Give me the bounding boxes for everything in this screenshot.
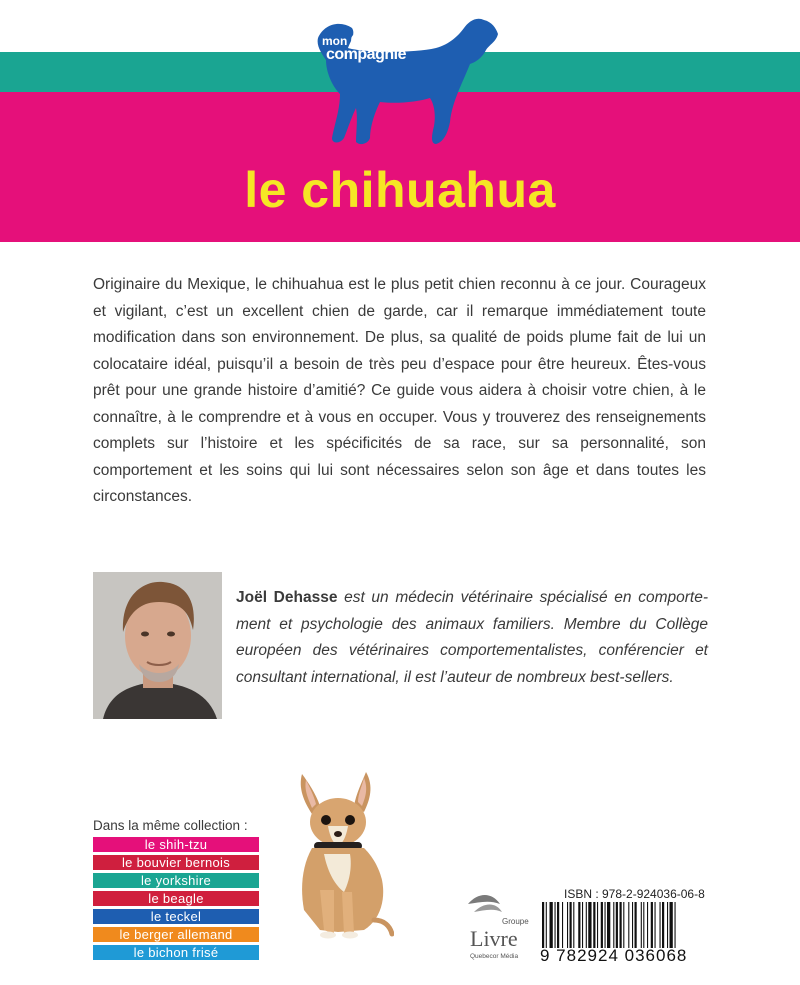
logo-word-compagnie: compagnie [326,46,406,63]
logo-word-de: de [400,34,415,48]
collection-item: le yorkshire [93,873,259,888]
publisher-logo-line2: Livre [470,926,518,951]
collection-logo [322,30,472,63]
publisher-logo [462,890,530,968]
collection-item: le beagle [93,891,259,906]
logo-word-mon: mon [322,34,348,48]
author-name: Joël Dehasse [236,589,338,606]
collection-item: le bouvier bernois [93,855,259,870]
collection-item: le shih-tzu [93,837,259,852]
author-photo [93,572,222,719]
collection-item: le bichon frisé [93,945,259,960]
book-title: le chihuahua [244,162,556,218]
chihuahua-photo [284,770,394,940]
collection-item: le berger allemand [93,927,259,942]
publisher-logo-line3: Quebecor Média [470,953,519,960]
author-bio [236,585,708,691]
collection-item: le teckel [93,909,259,924]
collection-list [93,837,259,963]
collection-heading: Dans la même collection : [93,818,248,833]
author-bio-text: est un médecin vétérinaire spécialisé en comportement et psychologie des animaux familiers. Membre du Collège européen des vétérinaires comportementalistes, conférencier et consultant international, il est l’auteur de nombreux best-sellers. [236,589,708,686]
barcode-digits: 9 782924 036068 [540,946,688,965]
isbn-text: ISBN : 978-2-924036-06-8 [564,887,705,901]
logo-word-chien: chien [350,29,398,50]
publisher-logo-line1: Groupe [502,917,529,926]
book-description: Originaire du Mexique, le chihuahua est le plus petit chien reconnu à ce jour. Courageux et vigilant, c’est un excellent chien de garde, car il remarque immédiatement toute modification dans son environnement. De plus, sa qualité de poids plume fait de lui un colocataire idéal, puisqu’il a besoin de très peu d’espace pour être heureux. Êtes-vous prêt pour une grande histoire d’amitié? Ce guide vous aidera à choisir votre chien, à le connaître, à le comprendre et à vous en occuper. Vous y trouverez des renseignements complets sur l’histoire et les spécificités de sa race, sur sa personnalité, son comportement et les soins qui lui sont nécessaires selon son âge et dans toutes les circonstances. [93,276,706,505]
